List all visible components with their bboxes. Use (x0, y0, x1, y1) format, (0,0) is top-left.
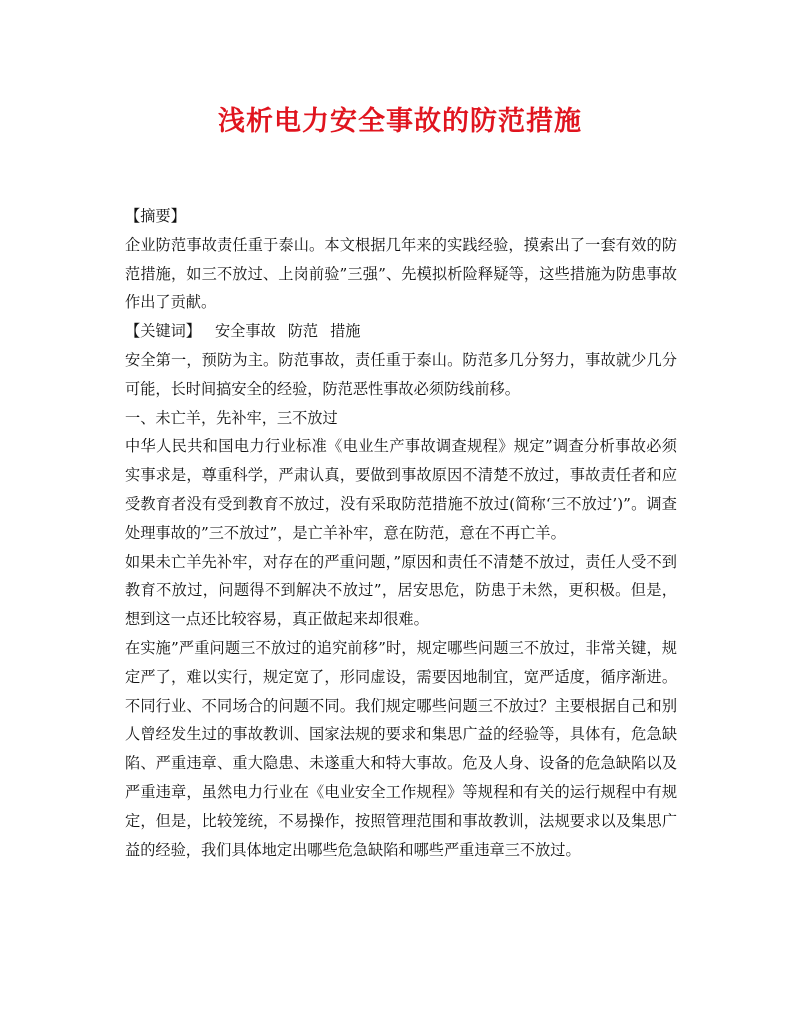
document-title: 浅析电力安全事故的防范措施 (218, 106, 582, 137)
abstract-text: 企业防范事故责任重于泰山。本文根据几年来的实践经验，摸索出了一套有效的防范措施，如三不放过、上岗前验”三强”、先模拟析险释疑等，这些措施为防患事故作出了贡献。 (125, 235, 677, 312)
body-paragraph: 在实施”严重问题三不放过的追究前移”时，规定哪些问题三不放过，非常关键，规定严了，难以实行，规定宽了，形同虚设，需要因地制宜，宽严适度，循序渐进。不同行业、不同场合的问题不同。我们规定哪些问题三不放过？主要根据自己和别人曾经发生过的事故教训、国家法规的要求和集思广益的经验等，具体有，危急缺陷、严重违章、重大隐患、未遂重大和特大事故。危及人身、设备的危急缺陷以及严重违章，虽然电力行业在《电业安全工作规程》等规程和有关的运行规程中有规定，但是，比较笼统，不易操作，按照管理范围和事故教训，法规要求以及集思广益的经验，我们具体地定出哪些危急缺陷和哪些严重违章三不放过。 (125, 638, 677, 859)
keywords-line (125, 317, 677, 346)
section-heading: 一、未亡羊，先补牢，三不放过 (125, 408, 338, 427)
keyword-item: 安全事故 (214, 322, 276, 341)
abstract-heading: 【摘要】 (125, 207, 186, 225)
body-paragraph: 安全第一，预防为主。防范事故，责任重于泰山。防范多几分努力，事故就少几分可能，长时间搞安全的经验，防范恶性事故必须防线前移。 (125, 350, 677, 398)
body-paragraph: 中华人民共和国电力行业标准《电业生产事故调查规程》规定”调查分析事故必须实事求是，尊重科学，严肃认真，要做到事故原因不清楚不放过，事故责任者和应受教育者没有受到教育不放过，没有采取防范措施不放过(简称‘三不放过’)”。调查处理事故的”三不放过”，是亡羊补牢，意在防范，意在不再亡羊。 (125, 437, 677, 542)
body-paragraph: 如果未亡羊先补牢，对存在的严重问题，”原因和责任不清楚不放过，责任人受不到教育不放过，问题得不到解决不放过”，居安思危，防患于未然，更积极。但是，想到这一点还比较容易，真正做起来却很难。 (125, 552, 677, 629)
keyword-item: 措施 (330, 322, 361, 341)
keyword-item: 防范 (287, 322, 319, 341)
keywords-label: 【关键词】 (125, 322, 201, 341)
document-body (125, 202, 677, 864)
